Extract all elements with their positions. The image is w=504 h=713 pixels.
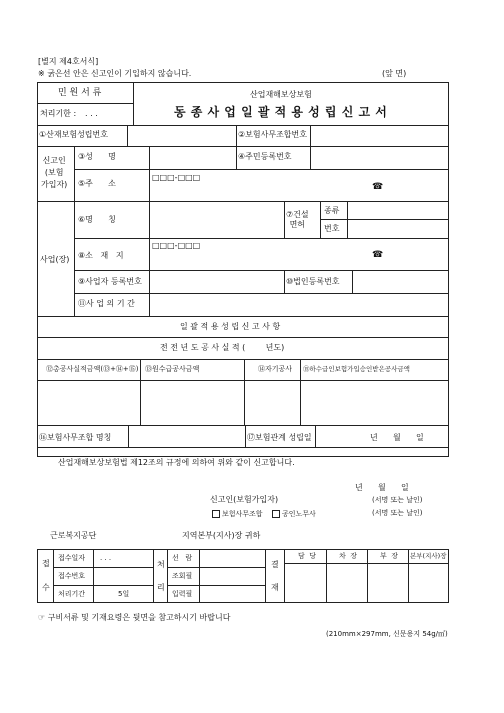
business-name-label: ⑥명 칭 <box>78 215 116 224</box>
lookup-label: 조회필 <box>172 572 193 580</box>
org-name: 근로복지공단 <box>50 531 97 540</box>
total-amount-header: ⑫총공사실적금액(⑬+⑭+⑮) <box>46 365 139 373</box>
prime-amount-header: ⑬원수급공사금액 <box>145 365 200 373</box>
business-postal[interactable]: □□□-□□□ <box>152 241 201 250</box>
agency-checkbox[interactable] <box>212 510 220 518</box>
receipt-no-label: 접수번호 <box>58 572 86 580</box>
applicant-sign-label: 신고인(보험가입자) <box>210 495 279 504</box>
resident-no-label: ④주민등록번호 <box>238 152 292 161</box>
head-header: 부 장 <box>380 552 398 560</box>
corp-reg-label: ⑩법인등록번호 <box>286 277 340 286</box>
approve-label-1: 결 <box>271 560 279 569</box>
license-type-label: 종류 <box>324 206 340 215</box>
form-title: 동 종 사 업 일 괄 적 용 성 립 신 고 서 <box>174 105 388 119</box>
applicant-group-label: 신고인 (보험 가입자) <box>41 156 68 189</box>
approve-label-2: 재 <box>271 583 279 592</box>
proc-label-2: 리 <box>157 583 165 592</box>
director-header: 본부(지사)장 <box>410 552 447 560</box>
deadline-label: 처리기한 : <box>40 109 77 118</box>
proc-label-1: 처 <box>157 560 165 569</box>
business-period-label: ⑪사 업 의 기 간 <box>78 299 135 308</box>
labor-attorney-option[interactable]: 공인노무사 <box>272 510 316 518</box>
period-label: 처리기간 <box>58 590 86 598</box>
agency-option[interactable]: 보험사무조합 <box>212 510 263 518</box>
region-recipient: 지역본부(지사)장 귀하 <box>182 531 261 540</box>
license-number-label: 번호 <box>324 224 340 233</box>
labor-checkbox[interactable] <box>272 510 280 518</box>
business-group-label: 사업(장) <box>40 255 70 264</box>
insurance-no-label: ①산재보험성립번호 <box>39 130 108 139</box>
manager-header: 담 당 <box>298 552 316 560</box>
receipt-date-value[interactable]: . . . <box>100 554 112 562</box>
reception-label-1: 접 <box>42 559 50 568</box>
form-subtitle: 산업재해보상보험 <box>250 90 312 99</box>
instruction-note: ※ 굵은선 안은 신고인이 기입하지 않습니다. <box>38 69 192 78</box>
reference-note: ☞ 구비서류 및 기재요령은 뒷면을 참고하시기 바랍니다 <box>38 613 231 622</box>
sign-note-2: (서명 또는 날인) <box>372 509 423 517</box>
side-label: (앞 면) <box>382 69 407 78</box>
phone-icon: ☎ <box>372 182 384 192</box>
civil-doc-label: 민 원 서 류 <box>58 88 102 98</box>
self-construction-header: ⑭자기공사 <box>258 365 293 373</box>
business-reg-label: ⑨사업자 등록번호 <box>78 277 142 286</box>
reception-label-2: 수 <box>42 583 50 592</box>
subcontract-amount-header: ⑮하수급인보험가입승인받은공사금액 <box>303 365 410 373</box>
form-number: [별지 제4호서식] <box>38 57 99 66</box>
select-label: 선 람 <box>172 554 193 562</box>
applicant-postal[interactable]: □□□-□□□ <box>152 173 201 182</box>
applicant-address-label: ⑤주 소 <box>78 179 116 188</box>
relation-date-label: ⑰보험관계 성립일 <box>247 433 312 442</box>
deadline-value[interactable]: . . . <box>85 109 98 118</box>
declaration-date[interactable]: 년 월 일 <box>355 483 409 492</box>
declaration-text: 산업재해보상보험법 제12조의 규정에 의하여 위와 같이 신고합니다. <box>58 458 295 467</box>
deputy-header: 차 장 <box>339 552 357 560</box>
bulk-section-title: 일 괄 적 용 성 립 신 고 사 항 <box>180 322 281 331</box>
period-value: 5일 <box>118 590 130 598</box>
agency-name-label: ⑯보험사무조합 명칭 <box>39 433 112 442</box>
phone-icon: ☎ <box>372 250 384 260</box>
prev-year-title: 전 전 년 도 공 사 실 적 ( 년도) <box>160 343 285 352</box>
relation-date-value[interactable]: 년 월 일 <box>370 433 424 442</box>
sign-note-1: (서명 또는 날인) <box>372 496 423 504</box>
input-label: 입력필 <box>172 590 193 598</box>
construction-license-label: ⑦건설 면허 <box>286 210 309 230</box>
agency-no-label: ②보험사무조합번호 <box>238 130 307 139</box>
receipt-date-label: 접수일자 <box>58 554 86 562</box>
applicant-name-label: ③성 명 <box>78 152 116 161</box>
paper-spec: (210mm×297mm, 신문용지 54g/㎡) <box>326 630 448 638</box>
business-location-label: ⑧소 재 지 <box>78 251 124 260</box>
